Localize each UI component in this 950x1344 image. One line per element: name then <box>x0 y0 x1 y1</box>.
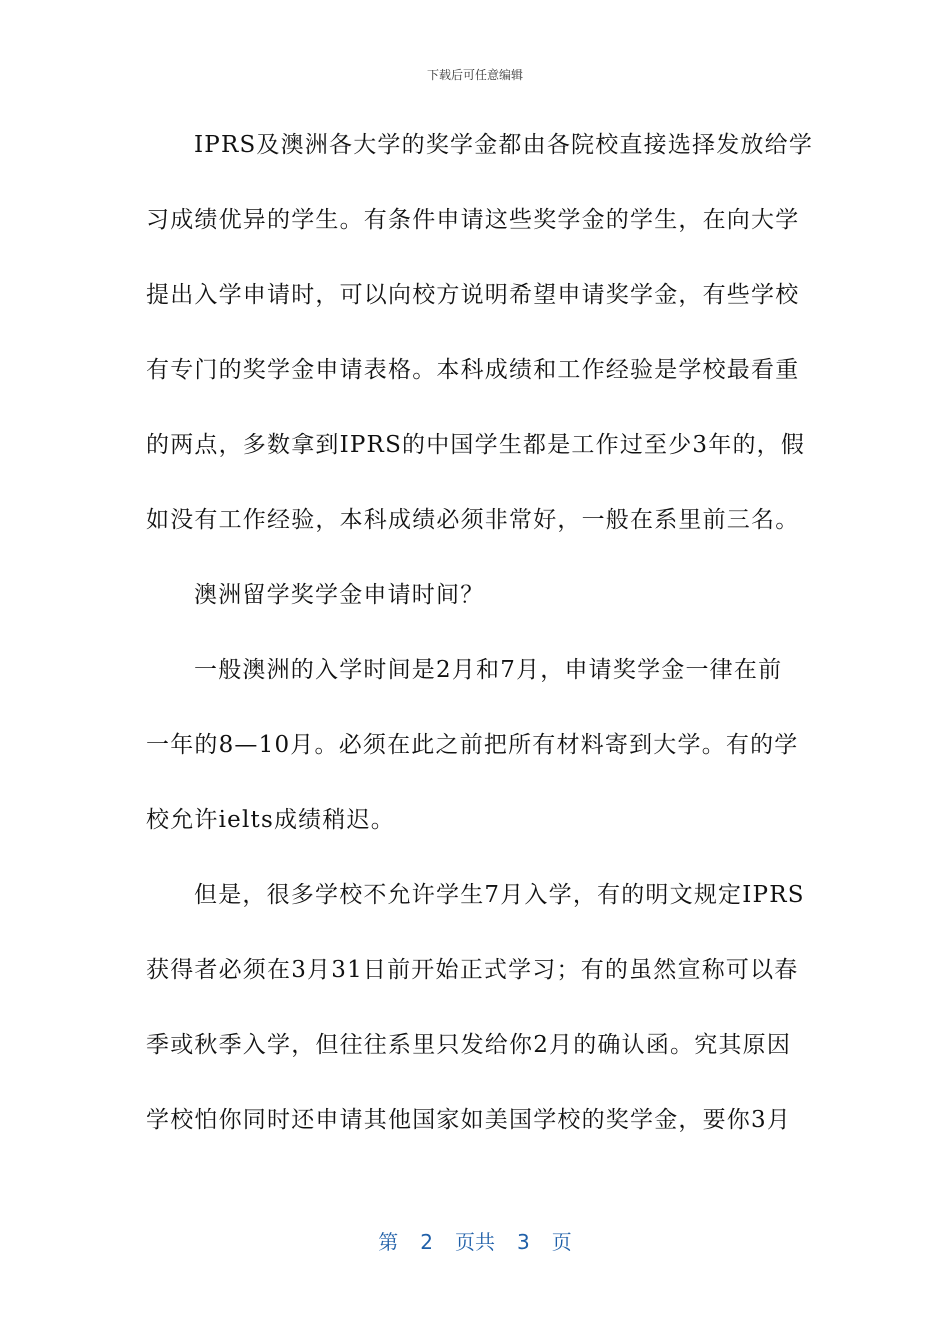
text-line: 校允许ielts成绩稍迟。 <box>146 807 395 833</box>
text-line: 有专门的奖学金申请表格。本科成绩和工作经验是学校最看重 <box>146 357 800 383</box>
text-line: 季或秋季入学，但往往系里只发给你2月的确认函。究其原因 <box>146 1032 792 1058</box>
paragraph-2 <box>146 570 806 645</box>
current-page-number: 2 <box>420 1230 433 1254</box>
text-line: 习成绩优异的学生。有条件申请这些奖学金的学生，在向大学 <box>146 207 800 233</box>
text-line: 提出入学申请时，可以向校方说明希望申请奖学金，有些学校 <box>146 282 800 308</box>
page-label-suffix: 页 <box>551 1230 572 1254</box>
text-line: 获得者必须在3月31日前开始正式学习；有的虽然宣称可以春 <box>146 957 799 983</box>
paragraph-4 <box>146 870 806 1170</box>
text-line: 一般澳洲的入学时间是2月和7月，申请奖学金一律在前 <box>194 657 783 683</box>
paragraph-3 <box>146 645 806 870</box>
document-body <box>146 120 814 1170</box>
total-page-number: 3 <box>517 1230 530 1254</box>
text-line: IPRS及澳洲各大学的奖学金都由各院校直接选择发放给学 <box>194 132 814 158</box>
text-line: 如没有工作经验，本科成绩必须非常好，一般在系里前三名。 <box>146 507 800 533</box>
paragraph-1 <box>146 120 814 570</box>
text-line: 澳洲留学奖学金申请时间？ <box>194 582 485 608</box>
text-line: 学校怕你同时还申请其他国家如美国学校的奖学金，要你3月 <box>146 1107 792 1133</box>
page-label-prefix: 第 <box>378 1230 399 1254</box>
page-header: 下载后可任意编辑 <box>426 68 523 82</box>
text-line: 一年的8—10月。必须在此之前把所有材料寄到大学。有的学 <box>146 732 799 758</box>
page-footer <box>0 1226 950 1255</box>
text-line: 但是，很多学校不允许学生7月入学，有的明文规定IPRS <box>194 882 805 908</box>
text-line: 的两点，多数拿到IPRS的中国学生都是工作过至少3年的，假 <box>146 432 806 458</box>
page-label-mid: 页共 <box>455 1230 495 1254</box>
